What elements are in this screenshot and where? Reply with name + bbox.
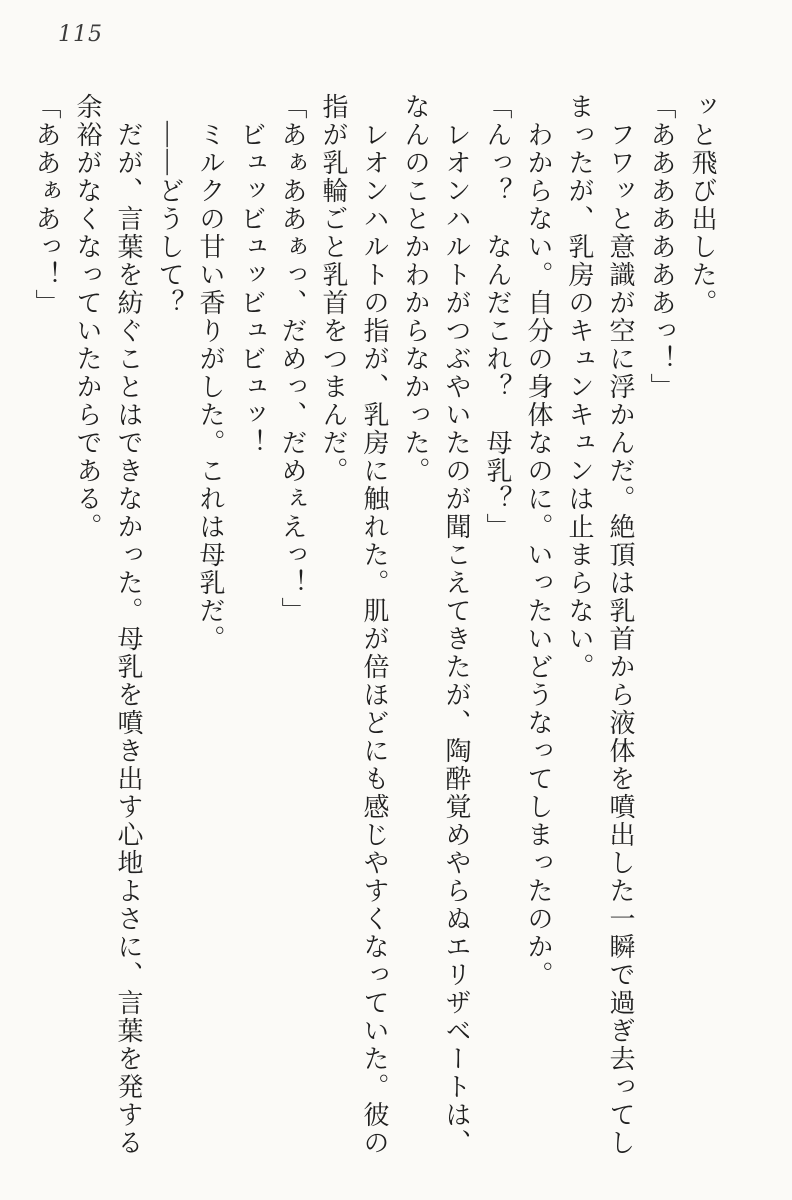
text-line: 指が乳輪ごと乳首をつまんだ。 xyxy=(319,93,348,485)
text-line: ッと飛び出した。 xyxy=(688,93,717,317)
text-line: 「んっ？ なんだこれ？ 母乳？」 xyxy=(483,93,512,541)
text-line: フワッと意識が空に浮かんだ。絶頂は乳首から液体を噴出した一瞬で過ぎ去ってし xyxy=(606,93,635,1157)
text-line: ミルクの甘い香りがした。これは母乳だ。 xyxy=(196,93,225,653)
text-line: ビュッビュッビュビュッ！ xyxy=(237,93,266,457)
text-line: まったが、乳房のキュンキュンは止まらない。 xyxy=(565,93,594,681)
page-number: 115 xyxy=(58,22,103,47)
text-line: わからない。自分の身体なのに。いったいどうなってしまったのか。 xyxy=(524,93,553,989)
text-line: ――どうして？ xyxy=(155,93,184,317)
text-line: 「ああぁあっ！」 xyxy=(32,93,61,317)
text-line: 「あああああああっ！」 xyxy=(647,93,676,401)
text-line: 余裕がなくなっていたからである。 xyxy=(73,93,102,541)
text-line: レオンハルトの指が、乳房に触れた。肌が倍ほどにも感じやすくなっていた。彼の xyxy=(360,93,389,1157)
text-block xyxy=(26,93,723,1163)
text-line: レオンハルトがつぶやいたのが聞こえてきたが、陶酔覚めやらぬエリザベートは、 xyxy=(442,93,471,1157)
text-line: だが、言葉を紡ぐことはできなかった。母乳を噴き出す心地よさに、言葉を発する xyxy=(114,93,143,1157)
text-line: 「あぁああぁっ、だめっ、だめぇえっ！」 xyxy=(278,93,307,625)
text-line: なんのことかわからなかった。 xyxy=(401,93,430,485)
